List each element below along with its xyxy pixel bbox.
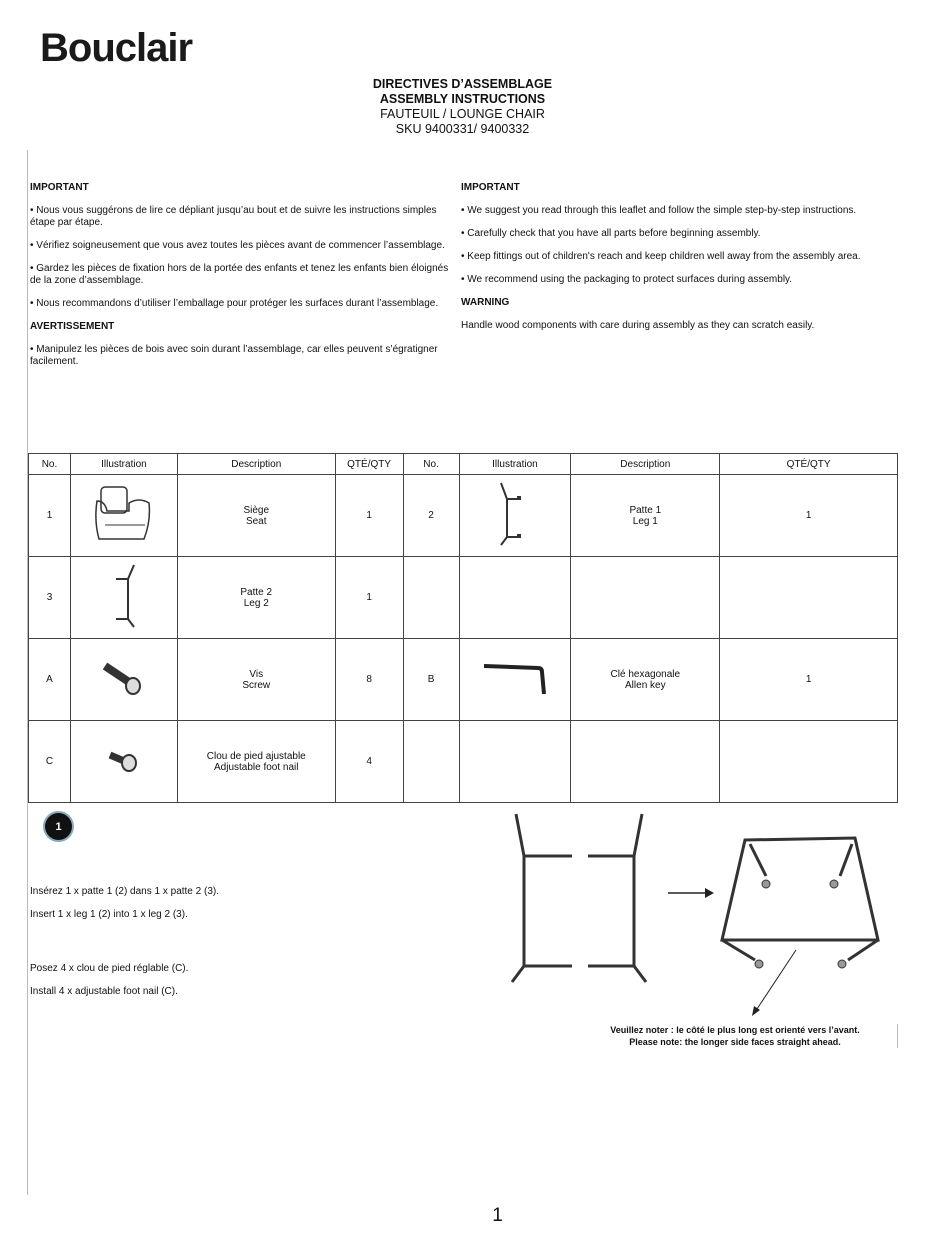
header-no: No.	[29, 454, 71, 475]
header-qty: QTÉ/QTY	[720, 454, 898, 475]
document-header	[0, 77, 925, 137]
header-no: No.	[403, 454, 459, 475]
note-en: • Carefully check that you have all parts before beginning assembly.	[461, 228, 761, 239]
note-fr: • Nous vous suggérons de lire ce dépliant jusqu’au bout et de suivre les instructions simples étape par étape.	[30, 205, 437, 228]
page-number: 1	[492, 1205, 503, 1226]
part-no: 2	[403, 475, 459, 557]
header-description: Description	[571, 454, 720, 475]
french-notes	[30, 182, 458, 379]
part-no: A	[29, 639, 71, 721]
part-qty: 1	[720, 475, 898, 557]
part-qty: 1	[335, 557, 403, 639]
step-instruction: Install 4 x adjustable foot nail (C).	[30, 986, 178, 997]
empty-cell	[403, 557, 459, 639]
screw-illustration	[70, 639, 177, 721]
table-row	[29, 475, 898, 557]
part-qty: 8	[335, 639, 403, 721]
empty-cell	[459, 557, 571, 639]
part-no: B	[403, 639, 459, 721]
divider	[897, 1024, 898, 1048]
parts-table	[28, 453, 898, 803]
empty-cell	[720, 721, 898, 803]
part-description: Siège Seat	[177, 475, 335, 557]
leg2-illustration	[70, 557, 177, 639]
part-description: Patte 1 Leg 1	[571, 475, 720, 557]
empty-cell	[403, 721, 459, 803]
part-qty: 1	[335, 475, 403, 557]
assembly-diagram	[500, 808, 900, 1020]
sku: SKU 9400331/ 9400332	[395, 122, 530, 136]
note-fr: • Gardez les pièces de fixation hors de la portée des enfants et tenez les enfants bien éloignés de la zone d’assemblage.	[30, 263, 449, 286]
part-no: 1	[29, 475, 71, 557]
empty-cell	[571, 721, 720, 803]
step-number-badge: 1	[45, 813, 72, 840]
empty-cell	[459, 721, 571, 803]
header-illustration: Illustration	[70, 454, 177, 475]
step-instruction: Posez 4 x clou de pied réglable (C).	[30, 963, 189, 974]
header-qty: QTÉ/QTY	[335, 454, 403, 475]
note-en: • We suggest you read through this leaflet and follow the simple step-by-step instructions.	[461, 205, 857, 216]
warning-heading-en: WARNING	[461, 297, 510, 308]
note-en: • We recommend using the packaging to protect surfaces during assembly.	[461, 274, 793, 285]
title-en: ASSEMBLY INSTRUCTIONS	[379, 92, 546, 106]
part-no: 3	[29, 557, 71, 639]
foot-nail-illustration	[70, 721, 177, 803]
part-qty: 4	[335, 721, 403, 803]
table-row	[29, 721, 898, 803]
empty-cell	[571, 557, 720, 639]
note-en: • Keep fittings out of children's reach and keep children well away from the assembly area.	[461, 251, 861, 262]
table-row	[29, 639, 898, 721]
warning-heading-fr: AVERTISSEMENT	[30, 321, 115, 332]
warning-text-en: Handle wood components with care during assembly as they can scratch easily.	[461, 320, 815, 331]
note-fr: • Nous recommandons d’utiliser l’emballage pour protéger les surfaces durant l’assemblage.	[30, 298, 439, 309]
table-header	[29, 454, 898, 475]
note-en: Please note: the longer side faces straight ahead.	[629, 1037, 841, 1047]
part-qty: 1	[720, 639, 898, 721]
step-instruction: Insérez 1 x patte 1 (2) dans 1 x patte 2 (3).	[30, 886, 219, 897]
important-heading-en: IMPORTANT	[461, 182, 520, 193]
important-heading-fr: IMPORTANT	[30, 182, 89, 193]
warning-text-fr: • Manipulez les pièces de bois avec soin durant l’assemblage, car elles peuvent s’égratigner facilement.	[30, 344, 438, 367]
empty-cell	[720, 557, 898, 639]
product-name: FAUTEUIL / LOUNGE CHAIR	[380, 107, 545, 121]
part-no: C	[29, 721, 71, 803]
note-fr: • Vérifiez soigneusement que vous avez toutes les pièces avant de commencer l’assemblage.	[30, 240, 445, 251]
brand-logo: Bouclair	[40, 26, 193, 70]
part-description: Clé hexagonale Allen key	[571, 639, 720, 721]
allen-key-illustration	[459, 639, 571, 721]
leg1-illustration	[459, 475, 571, 557]
table-row	[29, 557, 898, 639]
part-description: Patte 2 Leg 2	[177, 557, 335, 639]
header-description: Description	[177, 454, 335, 475]
english-notes	[461, 182, 901, 343]
title-fr: DIRECTIVES D’ASSEMBLAGE	[372, 77, 553, 91]
step-instruction: Insert 1 x leg 1 (2) into 1 x leg 2 (3).	[30, 909, 188, 920]
part-description: Clou de pied ajustable Adjustable foot nail	[177, 721, 335, 803]
seat-illustration	[70, 475, 177, 557]
header-illustration: Illustration	[459, 454, 571, 475]
part-description: Vis Screw	[177, 639, 335, 721]
note-fr: Veuillez noter : le côté le plus long est orienté vers l’avant.	[610, 1025, 860, 1035]
orientation-note	[590, 1024, 880, 1048]
